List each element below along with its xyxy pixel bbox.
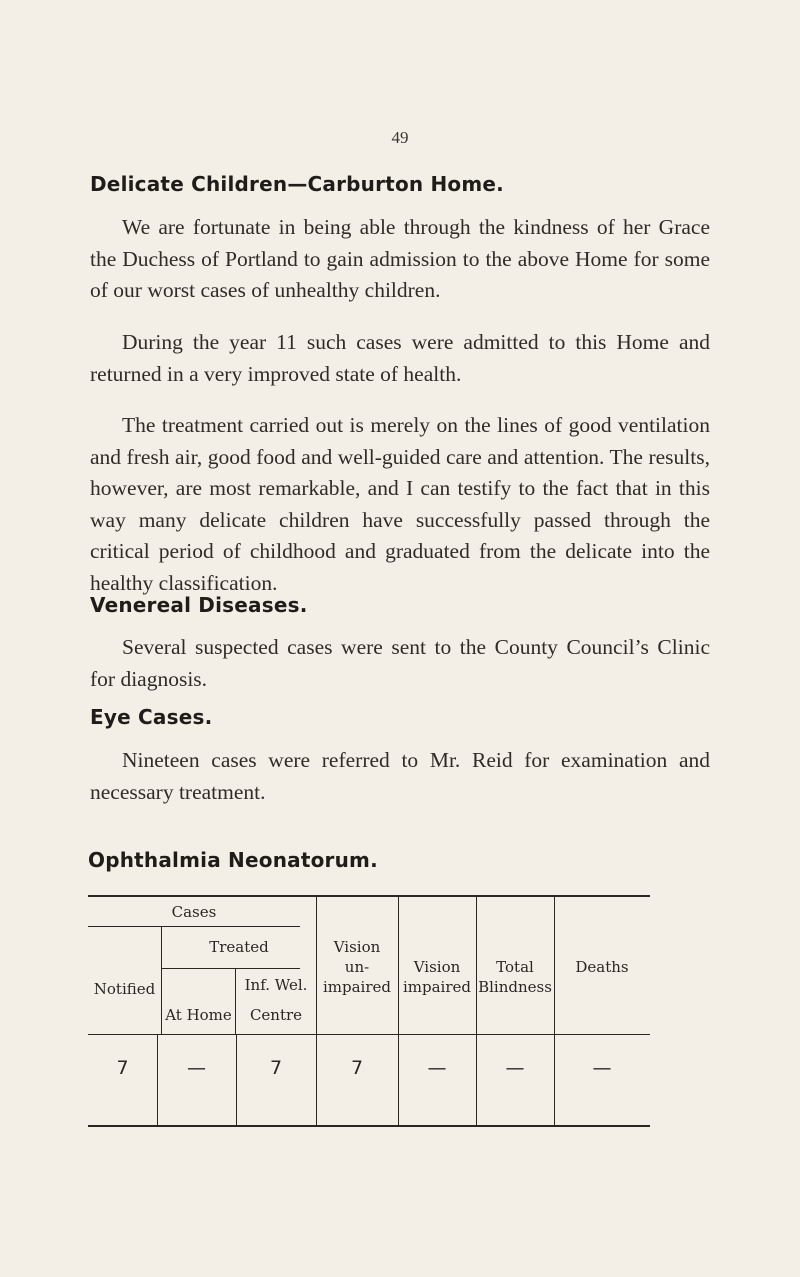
ophthalmia-table bbox=[88, 895, 650, 1215]
header-centre: Centre bbox=[249, 1006, 303, 1024]
paragraph-venereal: Several suspected cases were sent to the County Council’s Clinic for diagnosis. bbox=[90, 635, 710, 691]
cell-vision-unimpaired: 7 bbox=[350, 1057, 364, 1079]
heading-eye-cases: Eye Cases. bbox=[90, 705, 213, 729]
header-bottom-rule bbox=[88, 1034, 650, 1035]
heading-venereal-diseases: Venereal Diseases. bbox=[90, 593, 308, 617]
header-notified: Notified bbox=[93, 980, 156, 998]
table-top-rule bbox=[88, 895, 650, 897]
paragraph-eye-cases: Nineteen cases were referred to Mr. Reid for examination and necessary treatment. bbox=[90, 748, 710, 804]
header-vision-unimpaired-1: Vision bbox=[333, 938, 381, 956]
paragraph-treatment: The treatment carried out is merely on the lines of good ventilation and fresh air, good food and well-guided care and attention. The results, however, are most remarkable, and I can testify to the fact that in this way many delicate children have successfully passed through the critical period of childhood and graduated from the delicate into the healthy classification. bbox=[90, 413, 710, 595]
page-number: 49 bbox=[391, 128, 409, 147]
cell-notified: 7 bbox=[116, 1057, 129, 1079]
header-deaths: Deaths bbox=[575, 958, 629, 976]
header-at-home: At Home bbox=[165, 1006, 232, 1024]
vrule-body-3 bbox=[316, 1035, 317, 1125]
cell-deaths: — bbox=[592, 1057, 612, 1079]
header-inf-wel: Inf. Wel. bbox=[244, 976, 308, 994]
header-total-blindness-2: Blindness bbox=[478, 978, 552, 996]
paragraph-admitted-cases: During the year 11 such cases were admitted to this Home and returned in a very improved state of health. bbox=[90, 330, 710, 386]
vrule-body-2 bbox=[236, 1035, 237, 1125]
paragraph-admission: We are fortunate in being able through the kindness of her Grace the Duchess of Portland to gain admission to the above Home for some of our worst cases of unhealthy children. bbox=[90, 215, 710, 302]
vrule-body-1 bbox=[157, 1035, 158, 1125]
heading-delicate-children: Delicate Children—Carburton Home. bbox=[90, 172, 504, 196]
vrule-body-6 bbox=[554, 1035, 555, 1125]
cell-vision-impaired: — bbox=[427, 1057, 447, 1079]
vrule-body-4 bbox=[398, 1035, 399, 1125]
header-vision-impaired-2: impaired bbox=[402, 978, 471, 996]
cell-at-home: — bbox=[187, 1057, 206, 1079]
header-treated: Treated bbox=[209, 938, 269, 956]
header-vision-impaired-1: Vision bbox=[413, 958, 461, 976]
treated-underline bbox=[162, 968, 300, 969]
cases-underline bbox=[88, 926, 300, 927]
header-vision-unimpaired-2: un- bbox=[344, 958, 370, 976]
header-vision-unimpaired-3: impaired bbox=[322, 978, 391, 996]
vrule-body-5 bbox=[476, 1035, 477, 1125]
header-total-blindness-1: Total bbox=[496, 958, 534, 976]
cell-total-blindness: — bbox=[505, 1057, 525, 1079]
cell-inf-wel-centre: 7 bbox=[269, 1057, 283, 1079]
header-cases: Cases bbox=[171, 903, 217, 921]
heading-ophthalmia-neonatorum: Ophthalmia Neonatorum. bbox=[88, 848, 378, 872]
table-bottom-rule bbox=[88, 1125, 650, 1127]
